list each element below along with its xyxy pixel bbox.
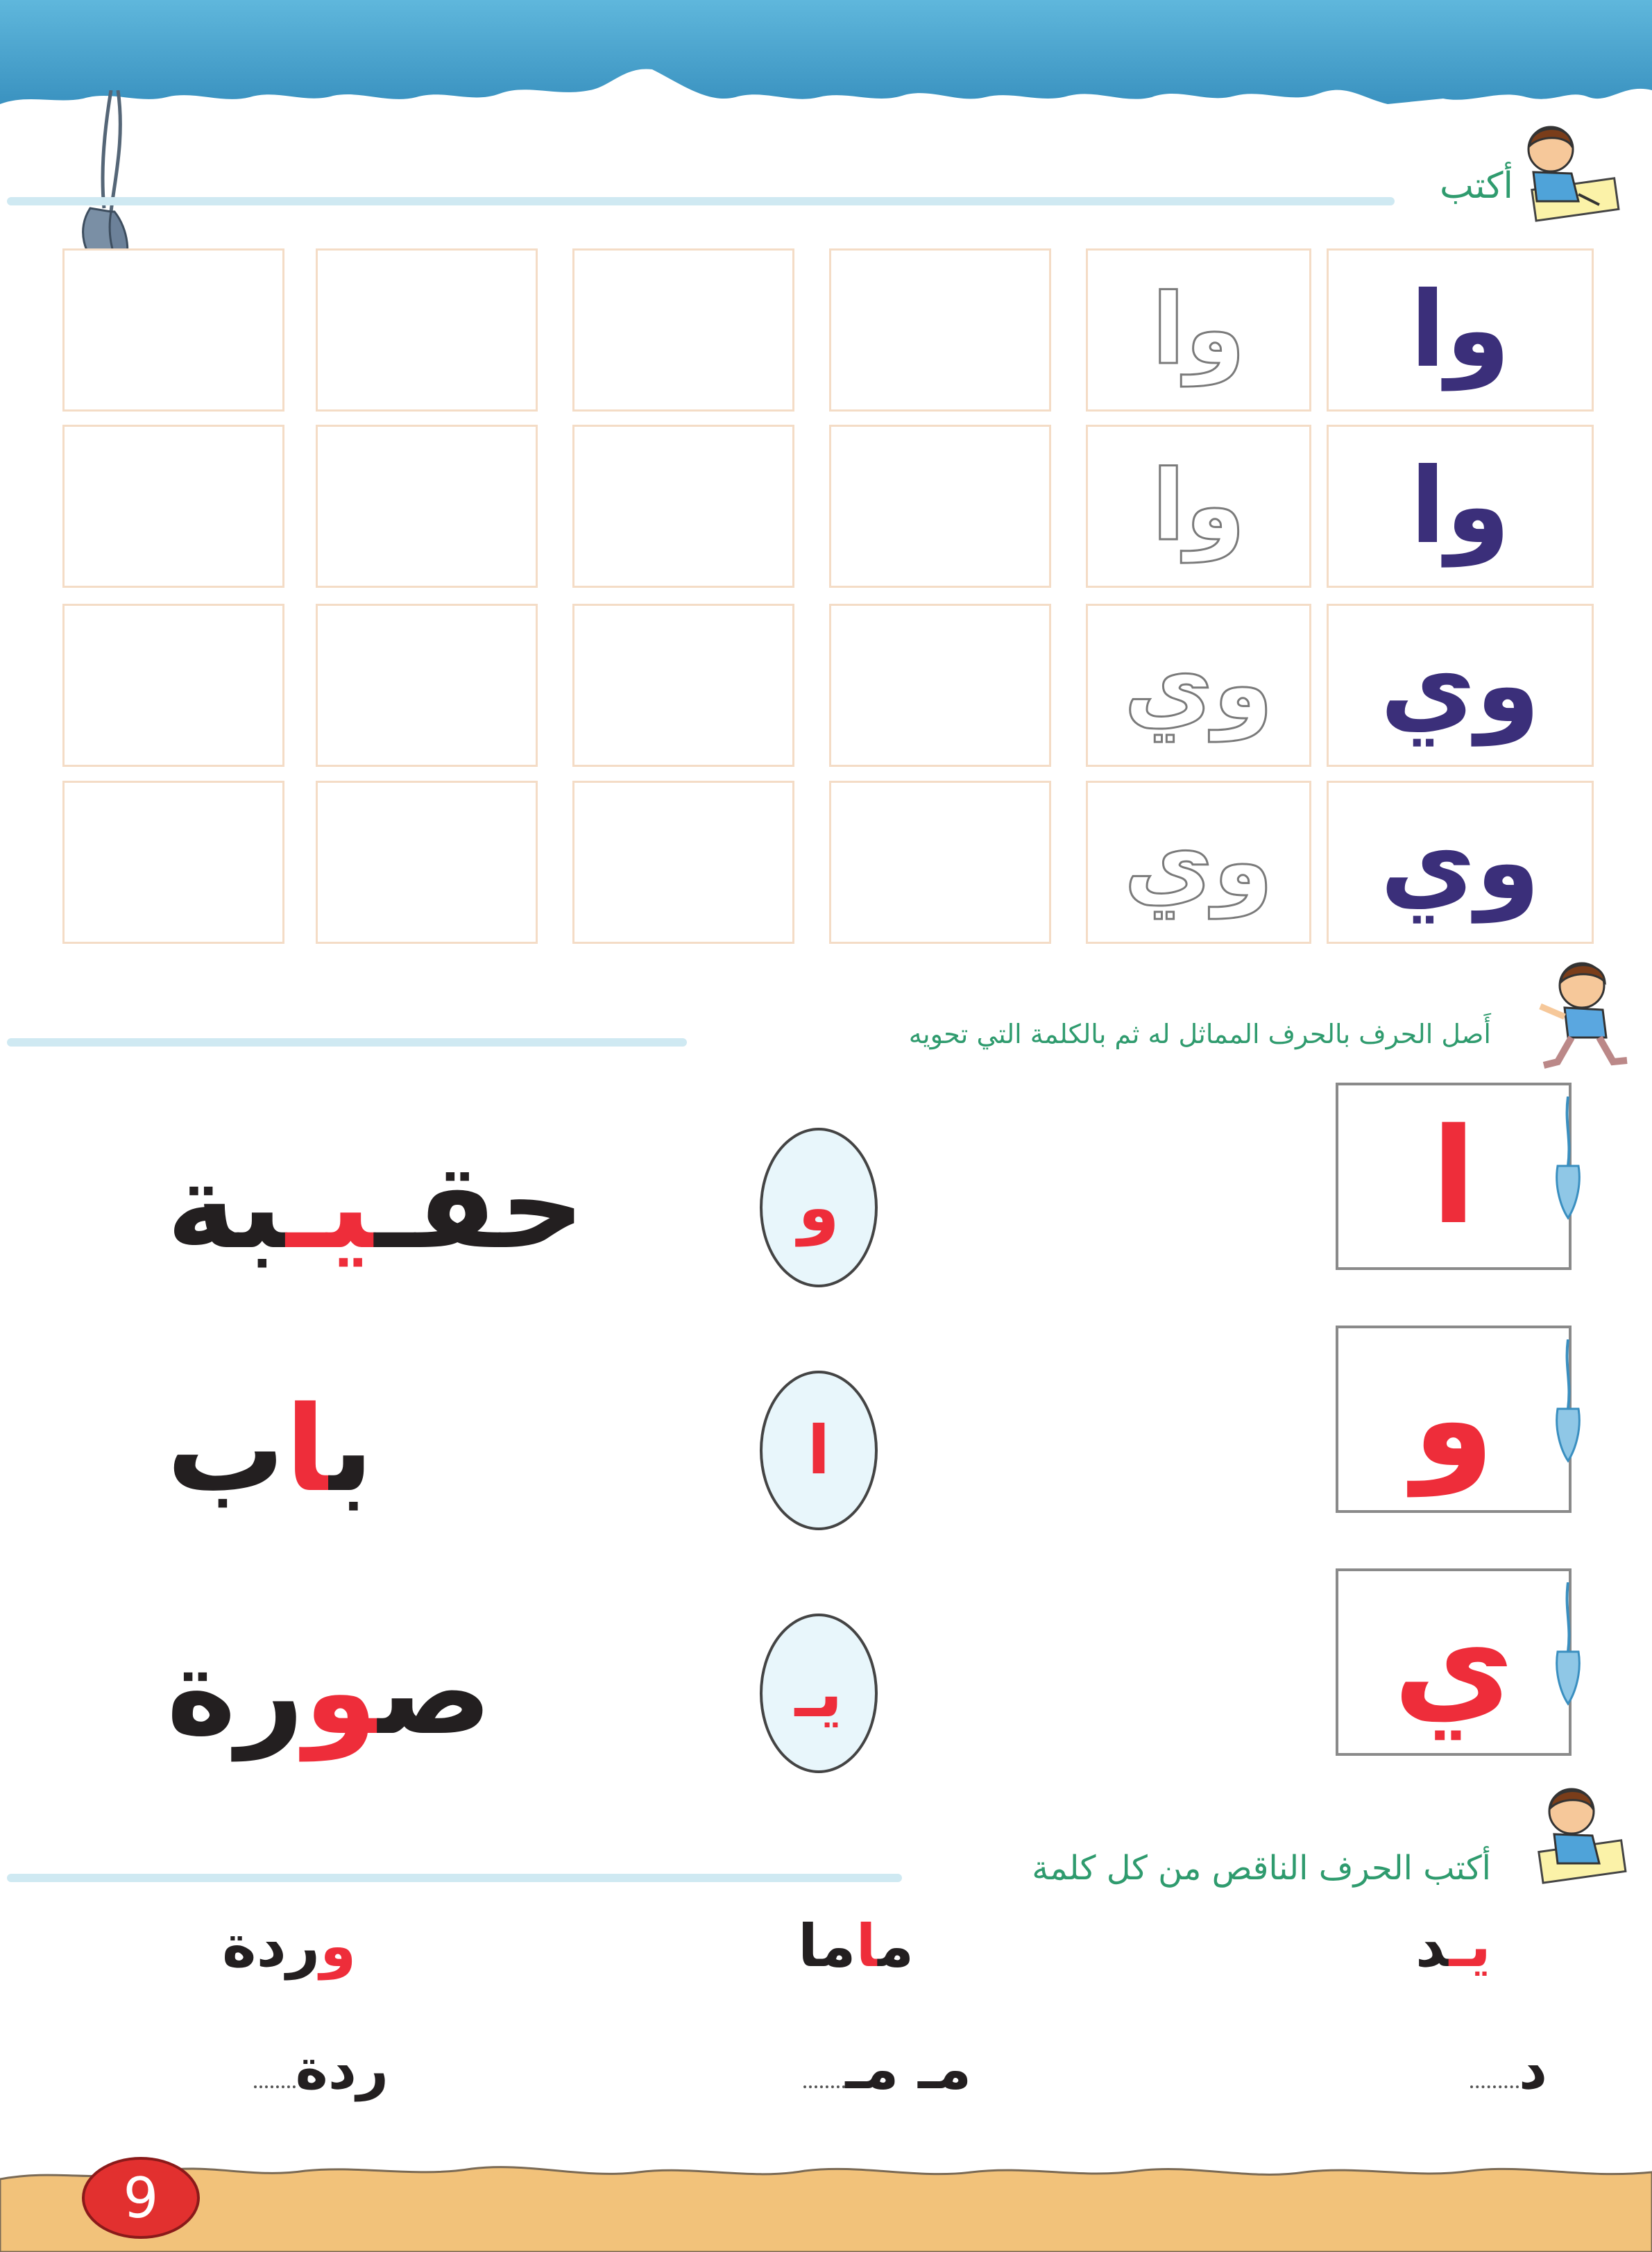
fill-in-blank[interactable]	[803, 2085, 845, 2088]
card-letter: ا	[1431, 1099, 1476, 1253]
word-fragment: مـ مـ	[845, 2037, 971, 2101]
tassel-icon	[1551, 1097, 1585, 1235]
complete-word-mama	[798, 1912, 914, 1980]
word-highlight: و	[304, 1624, 378, 1761]
letter-oval[interactable]	[760, 1128, 878, 1287]
trace-cell[interactable]	[1086, 425, 1311, 588]
boy-writing-icon-2	[1526, 1780, 1637, 1884]
practice-cell[interactable]	[829, 248, 1051, 412]
section2-rule	[7, 1038, 687, 1047]
trace-letters: وا	[1152, 450, 1246, 563]
model-cell	[1327, 425, 1594, 588]
practice-cell[interactable]	[572, 248, 794, 412]
incomplete-word-3	[222, 2037, 389, 2099]
incomplete-word-1	[1415, 2037, 1547, 2099]
section1-title: أكتب	[1440, 165, 1513, 207]
section3-title: أكتب الحرف الناقص من كل كلمة	[1032, 1849, 1491, 1888]
word-highlight: ا	[284, 1381, 330, 1518]
match-word[interactable]	[167, 1381, 374, 1518]
practice-cell[interactable]	[316, 604, 538, 767]
missing-letter-highlight: يـ	[1449, 1912, 1491, 1980]
match-word[interactable]	[167, 1624, 492, 1761]
model-cell	[1327, 781, 1594, 944]
trace-cell[interactable]	[1086, 781, 1311, 944]
word-part: ا	[798, 1912, 820, 1980]
letter-oval[interactable]	[760, 1371, 878, 1530]
practice-cell[interactable]	[316, 248, 538, 412]
complete-word-warda	[222, 1912, 356, 1980]
section2-title: أَصل الحرف بالحرف المماثل له ثم بالكلمة التي تحويه	[908, 1019, 1491, 1049]
sky-banner	[0, 0, 1652, 125]
boy-writing-icon	[1513, 118, 1624, 222]
word-part: ب	[167, 1381, 285, 1518]
trace-letters: وي	[1123, 629, 1274, 742]
card-letter: و	[1412, 1342, 1495, 1496]
oval-letter: ا	[807, 1412, 831, 1489]
practice-cell[interactable]	[572, 604, 794, 767]
running-boy-icon	[1523, 958, 1634, 1083]
card-letter: ي	[1393, 1585, 1515, 1739]
word-fragment: د	[1518, 2037, 1547, 2101]
oval-letter: و	[798, 1169, 840, 1246]
word-fragment: ردة	[295, 2037, 389, 2101]
incomplete-word-2	[791, 2037, 971, 2099]
word-rest: د	[1415, 1912, 1449, 1980]
fill-in-blank[interactable]	[1470, 2085, 1519, 2088]
letter-card[interactable]	[1336, 1568, 1572, 1756]
section3-rule	[7, 1874, 902, 1882]
practice-cell[interactable]	[62, 248, 284, 412]
complete-word-yad	[1415, 1912, 1491, 1980]
trace-cell[interactable]	[1086, 248, 1311, 412]
practice-cell[interactable]	[829, 781, 1051, 944]
word-highlight: يـ	[286, 1138, 375, 1276]
word-part: ص	[377, 1624, 493, 1761]
missing-letter-highlight: ا	[855, 1912, 878, 1980]
trace-letters: وي	[1123, 806, 1274, 919]
letter-card[interactable]	[1336, 1083, 1572, 1270]
practice-cell[interactable]	[316, 781, 538, 944]
page-number: 9	[123, 2165, 159, 2230]
tassel-icon	[1551, 1339, 1585, 1478]
word-part: ب	[329, 1381, 374, 1518]
word-rest: ردة	[222, 1912, 321, 1980]
page-number-badge	[82, 2157, 200, 2239]
practice-cell[interactable]	[62, 425, 284, 588]
word-part: رة	[167, 1624, 305, 1761]
word-part: م	[878, 1912, 914, 1980]
model-letters: وي	[1380, 802, 1540, 923]
match-word[interactable]	[167, 1138, 585, 1276]
word-part: بة	[167, 1138, 287, 1276]
fill-in-blank[interactable]	[254, 2085, 296, 2088]
model-letters: وا	[1410, 269, 1510, 391]
practice-cell[interactable]	[829, 425, 1051, 588]
model-letters: وي	[1380, 625, 1540, 746]
model-letters: وا	[1410, 446, 1510, 567]
model-cell	[1327, 604, 1594, 767]
word-part: حقـ	[375, 1138, 585, 1276]
trace-letters: وا	[1152, 273, 1246, 387]
sand-banner	[0, 2151, 1652, 2252]
practice-cell[interactable]	[572, 781, 794, 944]
oval-letter: يـ	[794, 1654, 843, 1732]
model-cell	[1327, 248, 1594, 412]
practice-cell[interactable]	[829, 604, 1051, 767]
practice-cell[interactable]	[62, 781, 284, 944]
letter-card[interactable]	[1336, 1326, 1572, 1513]
practice-cell[interactable]	[316, 425, 538, 588]
word-part: م	[819, 1912, 856, 1980]
letter-oval[interactable]	[760, 1614, 878, 1773]
practice-cell[interactable]	[62, 604, 284, 767]
section1-rule	[7, 197, 1395, 205]
practice-cell[interactable]	[572, 425, 794, 588]
tassel-icon	[1551, 1582, 1585, 1721]
missing-letter-highlight: و	[320, 1912, 357, 1980]
trace-cell[interactable]	[1086, 604, 1311, 767]
